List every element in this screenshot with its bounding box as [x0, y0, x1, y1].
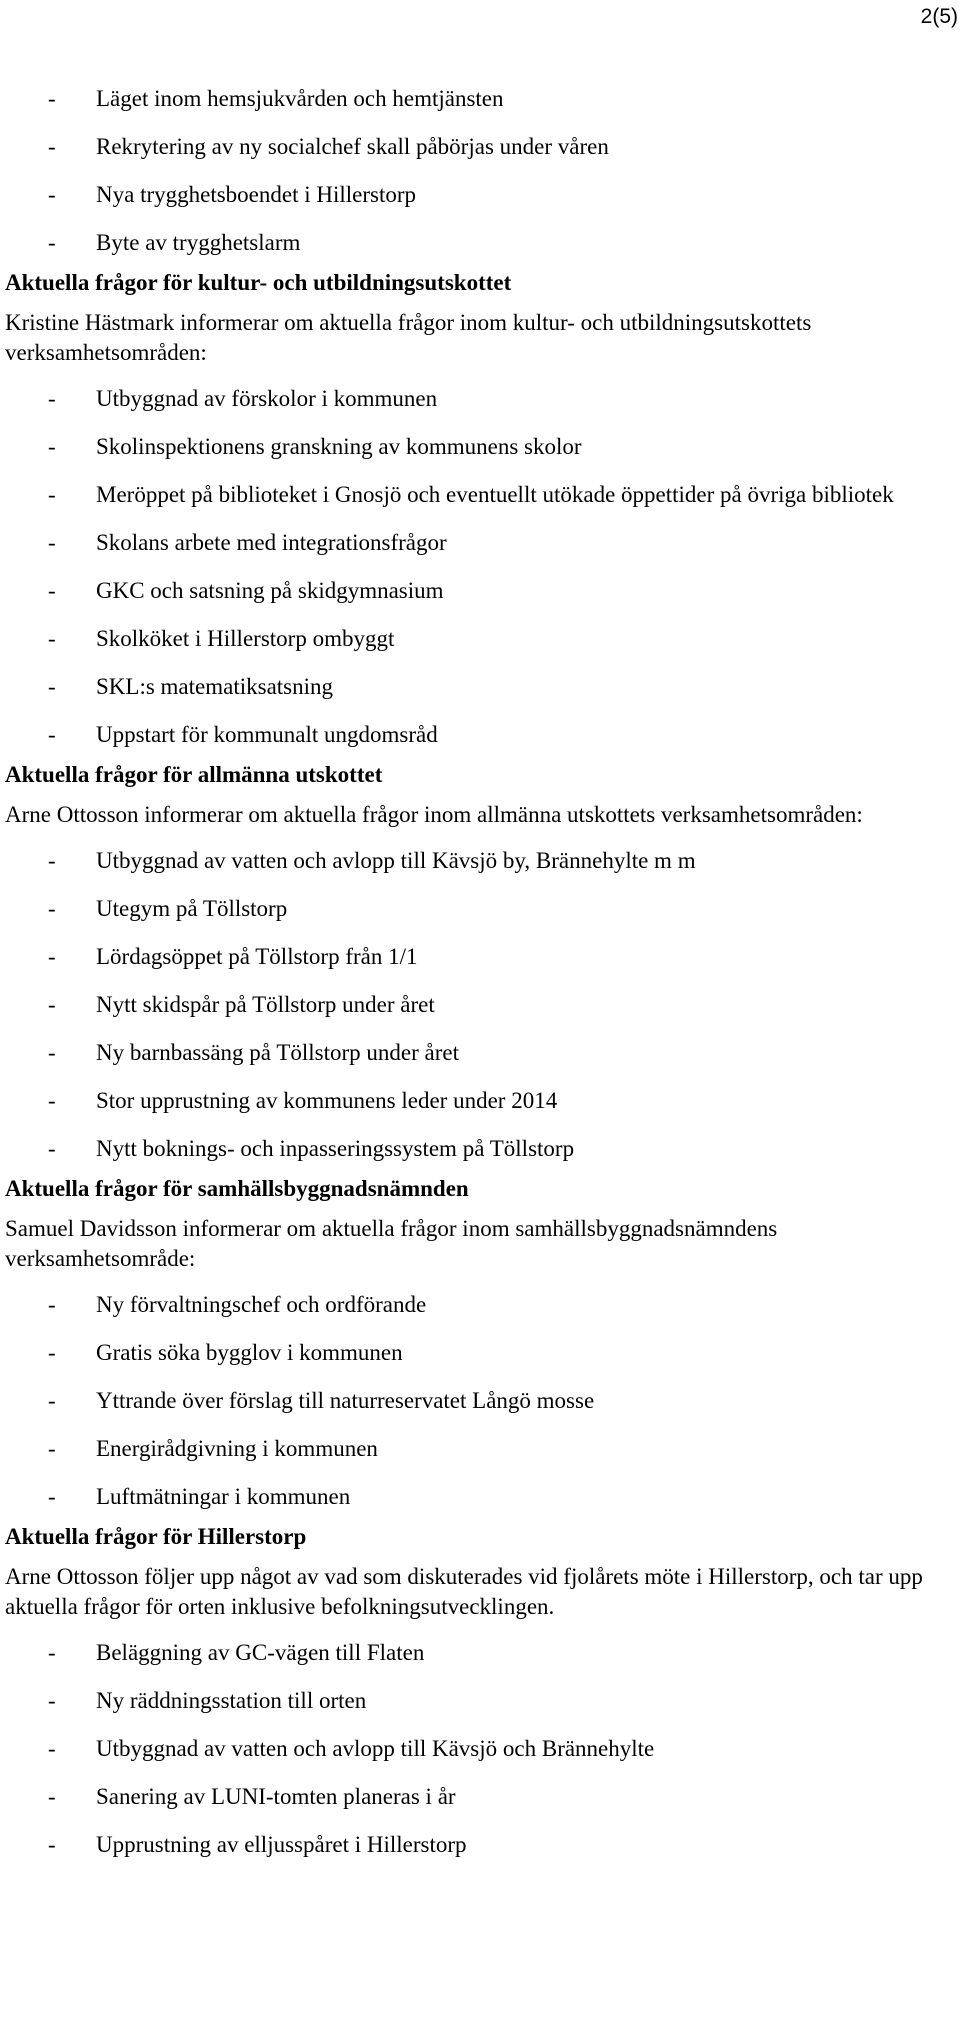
list-item-text: Gratis söka bygglov i kommunen: [96, 1340, 403, 1365]
list-item: [5, 1338, 955, 1368]
list-dash: -: [48, 530, 56, 555]
list-item: [5, 1830, 955, 1860]
list-item-text: Skolinspektionens granskning av kommunens skolor: [96, 434, 582, 459]
list-dash: -: [48, 848, 56, 873]
section-list-allmanna: [5, 846, 955, 1164]
list-dash: -: [48, 674, 56, 699]
section-heading-allmanna: Aktuella frågor för allmänna utskottet: [5, 762, 383, 787]
section-list-kultur: [5, 384, 955, 750]
list-dash: -: [48, 134, 56, 159]
list-dash: -: [48, 434, 56, 459]
list-item-text: Rekrytering av ny socialchef skall påbörjas under våren: [96, 134, 609, 159]
list-item: [5, 1038, 955, 1068]
list-item: [5, 1482, 955, 1512]
list-dash: -: [48, 1832, 56, 1857]
list-item: [5, 528, 955, 558]
section-list-samhallsbyggnad: [5, 1290, 955, 1512]
list-dash: -: [48, 1340, 56, 1365]
section-list-hillerstorp: [5, 1638, 955, 1860]
list-item: [5, 942, 955, 972]
list-item-text: Meröppet på biblioteket i Gnosjö och eventuellt utökade öppettider på övriga bibliotek: [96, 482, 894, 507]
list-item: [5, 624, 955, 654]
section-heading-samhallsbyggnad: Aktuella frågor för samhällsbyggnadsnämnden: [5, 1176, 469, 1201]
list-dash: -: [48, 230, 56, 255]
list-dash: -: [48, 1040, 56, 1065]
list-item-text: Uppstart för kommunalt ungdomsråd: [96, 722, 438, 747]
list-dash: -: [48, 1484, 56, 1509]
list-item: [5, 672, 955, 702]
list-dash: -: [48, 1736, 56, 1761]
list-item: [5, 576, 955, 606]
list-item: [5, 1434, 955, 1464]
list-item: [5, 1734, 955, 1764]
list-item-text: Skolköket i Hillerstorp ombyggt: [96, 626, 395, 651]
list-dash: -: [48, 182, 56, 207]
list-dash: -: [48, 626, 56, 651]
list-dash: -: [48, 86, 56, 111]
list-item: [5, 1686, 955, 1716]
list-item: [5, 720, 955, 750]
list-dash: -: [48, 992, 56, 1017]
section-heading-kultur: Aktuella frågor för kultur- och utbildningsutskottet: [5, 270, 512, 295]
list-dash: -: [48, 386, 56, 411]
list-dash: -: [48, 1088, 56, 1113]
section-paragraph-kultur: Kristine Hästmark informerar om aktuella frågor inom kultur- och utbildningsutskottets verksamhetsområden:: [5, 310, 812, 365]
list-dash: -: [48, 896, 56, 921]
list-item: [5, 132, 955, 162]
list-dash: -: [48, 1688, 56, 1713]
list-dash: -: [48, 482, 56, 507]
list-item-text: Lördagsöppet på Töllstorp från 1/1: [96, 944, 418, 969]
list-item-text: Utbyggnad av vatten och avlopp till Kävsjö by, Brännehylte m m: [96, 848, 696, 873]
list-item-text: Ny förvaltningschef och ordförande: [96, 1292, 427, 1317]
list-item-text: Utbyggnad av förskolor i kommunen: [96, 386, 438, 411]
list-dash: -: [48, 944, 56, 969]
list-item: [5, 84, 955, 114]
list-item-text: Ny barnbassäng på Töllstorp under året: [96, 1040, 460, 1065]
list-dash: -: [48, 578, 56, 603]
list-item-text: Stor upprustning av kommunens leder under 2014: [96, 1088, 558, 1113]
list-dash: -: [48, 1388, 56, 1413]
list-item: [5, 480, 955, 510]
list-item: [5, 1134, 955, 1164]
list-item-text: Nytt boknings- och inpasseringssystem på Töllstorp: [96, 1136, 575, 1161]
list-item-text: GKC och satsning på skidgymnasium: [96, 578, 444, 603]
list-item-text: Beläggning av GC-vägen till Flaten: [96, 1640, 425, 1665]
list-item: [5, 384, 955, 414]
list-item: [5, 990, 955, 1020]
list-item-text: Utbyggnad av vatten och avlopp till Kävsjö och Brännehylte: [96, 1736, 655, 1761]
list-item: [5, 1086, 955, 1116]
intro-list: [5, 84, 955, 258]
list-item: [5, 1386, 955, 1416]
list-item-text: Energirådgivning i kommunen: [96, 1436, 378, 1461]
page-number: 2(5): [920, 5, 958, 28]
section-paragraph-hillerstorp: Arne Ottosson följer upp något av vad som diskuterades vid fjolårets möte i Hillerstorp, och tar upp aktuella frågor för orten inklusive befolkningsutvecklingen.: [5, 1564, 923, 1619]
list-item-text: Byte av trygghetslarm: [96, 230, 301, 255]
list-item-text: Ny räddningsstation till orten: [96, 1688, 367, 1713]
list-item: [5, 180, 955, 210]
list-item-text: Utegym på Töllstorp: [96, 896, 288, 921]
list-dash: -: [48, 1640, 56, 1665]
list-dash: -: [48, 1292, 56, 1317]
list-dash: -: [48, 722, 56, 747]
list-dash: -: [48, 1436, 56, 1461]
list-item-text: Yttrande över förslag till naturreservatet Långö mosse: [96, 1388, 595, 1413]
list-item-text: Skolans arbete med integrationsfrågor: [96, 530, 447, 555]
list-item-text: Sanering av LUNI-tomten planeras i år: [96, 1784, 456, 1809]
list-item-text: Läget inom hemsjukvården och hemtjänsten: [96, 86, 504, 111]
document-body: [5, 84, 955, 1860]
list-item-text: Upprustning av elljusspåret i Hillerstorp: [96, 1832, 467, 1857]
list-item: [5, 1290, 955, 1320]
list-item-text: Nytt skidspår på Töllstorp under året: [96, 992, 435, 1017]
list-item: [5, 846, 955, 876]
list-item-text: Luftmätningar i kommunen: [96, 1484, 351, 1509]
list-item-text: SKL:s matematiksatsning: [96, 674, 334, 699]
list-item: [5, 894, 955, 924]
list-item: [5, 1638, 955, 1668]
list-dash: -: [48, 1136, 56, 1161]
section-heading-hillerstorp: Aktuella frågor för Hillerstorp: [5, 1524, 307, 1549]
section-paragraph-samhallsbyggnad: Samuel Davidsson informerar om aktuella frågor inom samhällsbyggnadsnämndens verksamhetsområde:: [5, 1216, 778, 1271]
list-item-text: Nya trygghetsboendet i Hillerstorp: [96, 182, 417, 207]
section-paragraph-allmanna: Arne Ottosson informerar om aktuella frågor inom allmänna utskottets verksamhetsområden:: [5, 802, 863, 827]
list-dash: -: [48, 1784, 56, 1809]
list-item: [5, 228, 955, 258]
list-item: [5, 432, 955, 462]
list-item: [5, 1782, 955, 1812]
